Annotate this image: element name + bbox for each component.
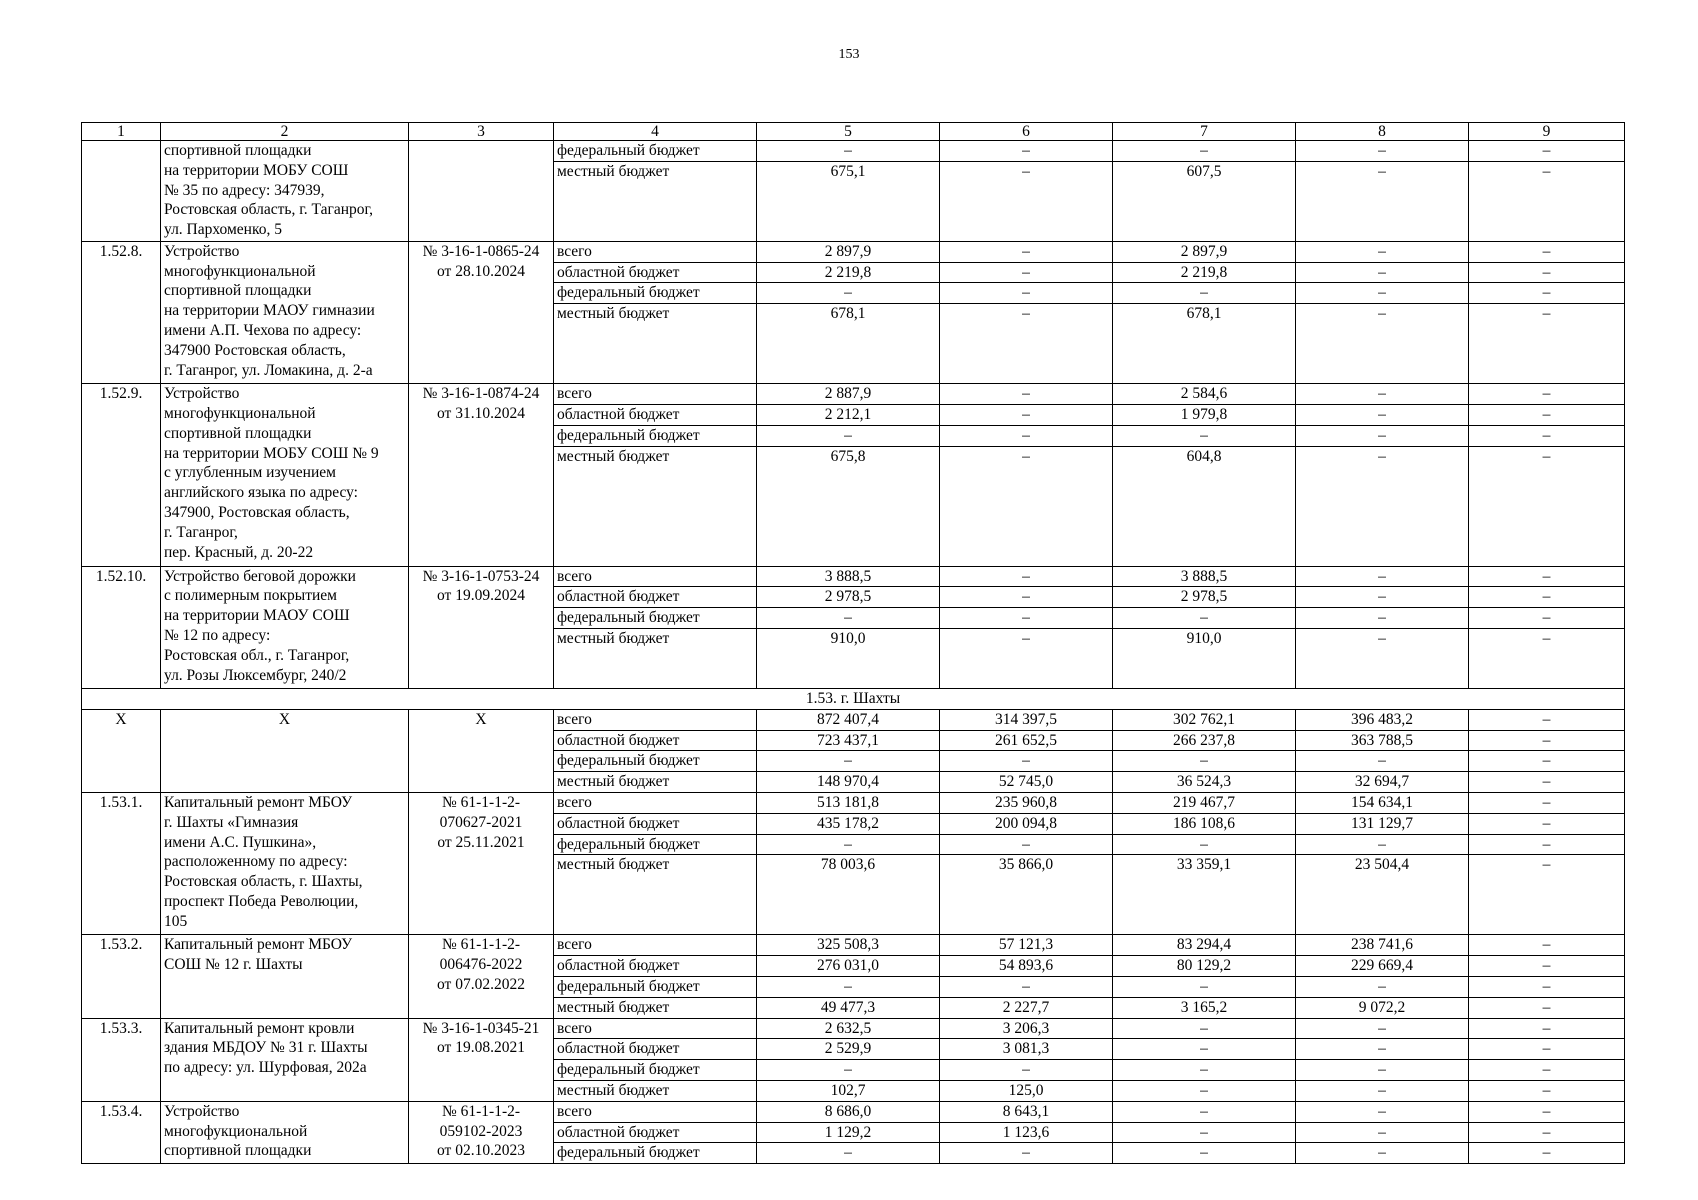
table-cell: 9 072,2 xyxy=(1296,997,1469,1018)
table-cell: 52 745,0 xyxy=(940,772,1113,793)
table-cell: 314 397,5 xyxy=(940,709,1113,730)
table-cell: – xyxy=(1469,304,1625,384)
table-cell: 607,5 xyxy=(1113,161,1296,241)
table-cell: 675,1 xyxy=(757,161,940,241)
table-cell: 125,0 xyxy=(940,1080,1113,1101)
table-row xyxy=(82,792,1625,813)
table-cell: – xyxy=(940,834,1113,855)
table-cell: – xyxy=(1113,751,1296,772)
table-cell: 3 165,2 xyxy=(1113,997,1296,1018)
table-cell: – xyxy=(1469,997,1625,1018)
table-cell: 219 467,7 xyxy=(1113,792,1296,813)
table-cell: – xyxy=(757,608,940,629)
table-cell: – xyxy=(1113,834,1296,855)
table-cell: 1.52.10. xyxy=(82,566,161,688)
table-cell: – xyxy=(940,446,1113,566)
table-cell: – xyxy=(1296,1080,1469,1101)
table-cell: – xyxy=(1469,628,1625,688)
table-cell: № 61-1-1-2- 070627-2021 от 25.11.2021 xyxy=(409,792,554,934)
table-cell: – xyxy=(1296,1039,1469,1060)
table-cell: 186 108,6 xyxy=(1113,813,1296,834)
table-cell: местный бюджет xyxy=(554,446,757,566)
table-cell: федеральный бюджет xyxy=(554,283,757,304)
table-cell: – xyxy=(940,404,1113,425)
table-cell: местный бюджет xyxy=(554,304,757,384)
table-cell: 396 483,2 xyxy=(1296,709,1469,730)
budget-table xyxy=(81,122,1625,1164)
table-cell: областной бюджет xyxy=(554,404,757,425)
table-cell: федеральный бюджет xyxy=(554,1143,757,1164)
table-cell: 32 694,7 xyxy=(1296,772,1469,793)
table-row xyxy=(82,1018,1625,1039)
column-header: 1 xyxy=(82,123,161,141)
table-cell: – xyxy=(1296,834,1469,855)
table-cell: – xyxy=(1469,1080,1625,1101)
table-cell: федеральный бюджет xyxy=(554,976,757,997)
table-cell: № 61-1-1-2- 006476-2022 от 07.02.2022 xyxy=(409,935,554,1018)
table-cell: 513 181,8 xyxy=(757,792,940,813)
table-cell: – xyxy=(1113,1060,1296,1081)
table-cell: – xyxy=(1469,608,1625,629)
table-cell: – xyxy=(1469,772,1625,793)
table-cell: 80 129,2 xyxy=(1113,956,1296,977)
table-cell: – xyxy=(1469,1039,1625,1060)
table-cell: областной бюджет xyxy=(554,813,757,834)
table-cell: № 3-16-1-0753-24 от 19.09.2024 xyxy=(409,566,554,688)
table-cell: – xyxy=(1469,566,1625,587)
table-cell: № 3-16-1-0874-24 от 31.10.2024 xyxy=(409,384,554,566)
table-cell: – xyxy=(940,304,1113,384)
table-cell: 1.53.4. xyxy=(82,1101,161,1163)
table-cell: – xyxy=(757,283,940,304)
table-cell: – xyxy=(940,161,1113,241)
table-cell: – xyxy=(1469,161,1625,241)
table-cell: – xyxy=(757,425,940,446)
table-cell: 2 978,5 xyxy=(757,587,940,608)
table-row xyxy=(82,1101,1625,1122)
table-cell: – xyxy=(940,976,1113,997)
table-cell: – xyxy=(1469,587,1625,608)
table-cell: 872 407,4 xyxy=(757,709,940,730)
table-cell: – xyxy=(1113,425,1296,446)
table-cell: всего xyxy=(554,1101,757,1122)
table-cell: 1.53.3. xyxy=(82,1018,161,1101)
table-cell: 238 741,6 xyxy=(1296,935,1469,956)
table-cell: – xyxy=(1296,141,1469,162)
table-cell: Х xyxy=(82,709,161,792)
table-cell: – xyxy=(1296,1018,1469,1039)
table-cell: 102,7 xyxy=(757,1080,940,1101)
table-row xyxy=(82,241,1625,262)
table-cell: 131 129,7 xyxy=(1296,813,1469,834)
table-cell: – xyxy=(940,141,1113,162)
table-cell: – xyxy=(1296,566,1469,587)
table-cell: – xyxy=(757,1060,940,1081)
table-cell: – xyxy=(940,628,1113,688)
table-cell: 675,8 xyxy=(757,446,940,566)
table-cell: – xyxy=(1469,813,1625,834)
table-cell: – xyxy=(757,834,940,855)
table-cell: 2 887,9 xyxy=(757,384,940,405)
table-row xyxy=(82,141,1625,162)
table-cell: областной бюджет xyxy=(554,1122,757,1143)
table-cell: – xyxy=(940,384,1113,405)
page-number: 153 xyxy=(838,47,860,62)
table-cell: областной бюджет xyxy=(554,587,757,608)
table-cell: 363 788,5 xyxy=(1296,730,1469,751)
table-cell: – xyxy=(1469,730,1625,751)
table-cell: федеральный бюджет xyxy=(554,425,757,446)
table-cell: 78 003,6 xyxy=(757,855,940,935)
table-cell: 3 888,5 xyxy=(1113,566,1296,587)
table-cell: 1 979,8 xyxy=(1113,404,1296,425)
table-cell: 2 978,5 xyxy=(1113,587,1296,608)
table-cell: – xyxy=(940,1143,1113,1164)
table-cell: Устройство многофункциональной спортивной площадки на территории МОБУ СОШ № 9 с углубленным изучением английского языка по адресу: 347900, Ростовская область, г. Таганрог, пер. Красный, д. 20-22 xyxy=(161,384,409,566)
table-cell: федеральный бюджет xyxy=(554,751,757,772)
table-cell: – xyxy=(1469,141,1625,162)
table-cell: всего xyxy=(554,241,757,262)
table-cell: местный бюджет xyxy=(554,997,757,1018)
table-cell: № 61-1-1-2- 059102-2023 от 02.10.2023 xyxy=(409,1101,554,1163)
table-cell: местный бюджет xyxy=(554,1080,757,1101)
table-cell: областной бюджет xyxy=(554,956,757,977)
table-cell: Капитальный ремонт МБОУ СОШ № 12 г. Шахты xyxy=(161,935,409,1018)
table-cell: – xyxy=(757,976,940,997)
table-cell: 3 206,3 xyxy=(940,1018,1113,1039)
table-cell: 2 219,8 xyxy=(757,262,940,283)
table-cell: 200 094,8 xyxy=(940,813,1113,834)
table-cell: областной бюджет xyxy=(554,1039,757,1060)
table-cell: № 3-16-1-0865-24 от 28.10.2024 xyxy=(409,241,554,383)
column-header: 5 xyxy=(757,123,940,141)
table-cell: Устройство многофункциональной спортивной площадки на территории МАОУ гимназии имени А.П. Чехова по адресу: 347900 Ростовская область, г. Таганрог, ул. Ломакина, д. 2-а xyxy=(161,241,409,383)
table-cell: – xyxy=(1469,283,1625,304)
table-cell: – xyxy=(1469,792,1625,813)
table-cell: 276 031,0 xyxy=(757,956,940,977)
table-cell: 229 669,4 xyxy=(1296,956,1469,977)
table-cell: всего xyxy=(554,384,757,405)
table-cell: 8 643,1 xyxy=(940,1101,1113,1122)
table-cell: – xyxy=(940,566,1113,587)
table-cell: всего xyxy=(554,709,757,730)
column-header: 4 xyxy=(554,123,757,141)
column-header: 9 xyxy=(1469,123,1625,141)
table-cell: Х xyxy=(161,709,409,792)
table-cell: – xyxy=(1113,141,1296,162)
table-cell: 2 897,9 xyxy=(1113,241,1296,262)
column-header: 3 xyxy=(409,123,554,141)
table-cell: 2 212,1 xyxy=(757,404,940,425)
table-cell: – xyxy=(1469,262,1625,283)
table-cell: – xyxy=(1296,262,1469,283)
table-cell: – xyxy=(1469,404,1625,425)
table-cell: № 3-16-1-0345-21 от 19.08.2021 xyxy=(409,1018,554,1101)
table-cell: 910,0 xyxy=(757,628,940,688)
table-cell: – xyxy=(1469,855,1625,935)
table-cell: всего xyxy=(554,935,757,956)
table-cell: всего xyxy=(554,792,757,813)
table-cell: 678,1 xyxy=(1113,304,1296,384)
table-cell: 3 081,3 xyxy=(940,1039,1113,1060)
table-cell: – xyxy=(1469,241,1625,262)
section-title: 1.53. г. Шахты xyxy=(82,688,1625,709)
table-cell: 325 508,3 xyxy=(757,935,940,956)
column-header: 8 xyxy=(1296,123,1469,141)
table-cell: – xyxy=(940,1060,1113,1081)
table-cell: – xyxy=(1113,283,1296,304)
table-cell: 604,8 xyxy=(1113,446,1296,566)
table-cell: – xyxy=(1469,1122,1625,1143)
section-row xyxy=(82,688,1625,709)
table-cell: областной бюджет xyxy=(554,730,757,751)
table-cell: местный бюджет xyxy=(554,772,757,793)
table-cell: областной бюджет xyxy=(554,262,757,283)
table-cell: – xyxy=(1296,241,1469,262)
table-cell: 2 632,5 xyxy=(757,1018,940,1039)
column-header: 7 xyxy=(1113,123,1296,141)
table-cell: 57 121,3 xyxy=(940,935,1113,956)
table-cell: 23 504,4 xyxy=(1296,855,1469,935)
table-cell: – xyxy=(1469,834,1625,855)
table-cell: – xyxy=(1113,608,1296,629)
table-cell: 148 970,4 xyxy=(757,772,940,793)
table-cell: – xyxy=(1469,709,1625,730)
table-cell: 36 524,3 xyxy=(1113,772,1296,793)
table-cell: – xyxy=(757,1143,940,1164)
table-cell: местный бюджет xyxy=(554,161,757,241)
table-cell: всего xyxy=(554,1018,757,1039)
table-cell: – xyxy=(1469,425,1625,446)
table-cell: Капитальный ремонт кровли здания МБДОУ № 31 г. Шахты по адресу: ул. Шурфовая, 202а xyxy=(161,1018,409,1101)
table-cell: – xyxy=(1469,1101,1625,1122)
table-cell: – xyxy=(1469,935,1625,956)
table-cell: – xyxy=(1296,384,1469,405)
table-cell: – xyxy=(1296,751,1469,772)
table-cell: – xyxy=(1469,1018,1625,1039)
table-cell: 154 634,1 xyxy=(1296,792,1469,813)
table-row xyxy=(82,384,1625,405)
table-cell: 35 866,0 xyxy=(940,855,1113,935)
table-cell: 1 129,2 xyxy=(757,1122,940,1143)
table-cell: 2 897,9 xyxy=(757,241,940,262)
table-cell: – xyxy=(1296,1122,1469,1143)
table-cell: – xyxy=(1113,976,1296,997)
table-cell: всего xyxy=(554,566,757,587)
table-cell: – xyxy=(757,141,940,162)
table-cell: 54 893,6 xyxy=(940,956,1113,977)
table-cell: – xyxy=(940,425,1113,446)
table-cell: – xyxy=(1296,161,1469,241)
column-header: 6 xyxy=(940,123,1113,141)
table-cell: 1 123,6 xyxy=(940,1122,1113,1143)
table-cell: 910,0 xyxy=(1113,628,1296,688)
table-row xyxy=(82,935,1625,956)
table-row xyxy=(82,566,1625,587)
table-cell: – xyxy=(1296,1143,1469,1164)
table-cell: – xyxy=(1296,446,1469,566)
table-cell: – xyxy=(1296,425,1469,446)
header-row xyxy=(82,123,1625,141)
table-cell: – xyxy=(1469,956,1625,977)
table-cell xyxy=(82,141,161,242)
table-cell: – xyxy=(1469,446,1625,566)
table-cell: 678,1 xyxy=(757,304,940,384)
table-cell: – xyxy=(1296,976,1469,997)
table-cell: Устройство беговой дорожки с полимерным покрытием на территории МАОУ СОШ № 12 по адресу: Ростовская обл., г. Таганрог, ул. Розы Люксембург, 240/2 xyxy=(161,566,409,688)
table-cell: – xyxy=(1469,1060,1625,1081)
table-cell: 1.53.2. xyxy=(82,935,161,1018)
table-row xyxy=(82,709,1625,730)
table-cell: – xyxy=(1469,976,1625,997)
table-cell: 723 437,1 xyxy=(757,730,940,751)
table-cell: – xyxy=(1296,304,1469,384)
table-cell: местный бюджет xyxy=(554,628,757,688)
table-cell: 2 584,6 xyxy=(1113,384,1296,405)
table-cell: 266 237,8 xyxy=(1113,730,1296,751)
table-cell: 1.52.9. xyxy=(82,384,161,566)
table-cell: – xyxy=(757,751,940,772)
table-cell: – xyxy=(1296,628,1469,688)
table-cell: федеральный бюджет xyxy=(554,834,757,855)
table-cell: федеральный бюджет xyxy=(554,141,757,162)
table-cell: 1.52.8. xyxy=(82,241,161,383)
table-cell: 8 686,0 xyxy=(757,1101,940,1122)
table-cell: – xyxy=(940,751,1113,772)
table-cell: Х xyxy=(409,709,554,792)
table-cell: – xyxy=(940,262,1113,283)
table-cell: – xyxy=(940,283,1113,304)
table-cell: – xyxy=(1113,1039,1296,1060)
table-body xyxy=(82,123,1625,1164)
table-cell: – xyxy=(1469,384,1625,405)
table-cell: спортивной площадки на территории МОБУ СОШ № 35 по адресу: 347939, Ростовская область, г. Таганрог, ул. Пархоменко, 5 xyxy=(161,141,409,242)
table-cell: – xyxy=(1113,1080,1296,1101)
table-cell: федеральный бюджет xyxy=(554,1060,757,1081)
table-cell: 235 960,8 xyxy=(940,792,1113,813)
table-cell: – xyxy=(1296,1060,1469,1081)
table-cell: – xyxy=(940,608,1113,629)
table-cell: – xyxy=(1296,1101,1469,1122)
table-cell: – xyxy=(1296,608,1469,629)
table-cell: – xyxy=(1469,751,1625,772)
table-cell: 83 294,4 xyxy=(1113,935,1296,956)
table-cell: – xyxy=(940,587,1113,608)
table-cell: федеральный бюджет xyxy=(554,608,757,629)
table-cell: Капитальный ремонт МБОУ г. Шахты «Гимназия имени А.С. Пушкина», расположенному по адресу: Ростовская область, г. Шахты, проспект Победа Революции, 105 xyxy=(161,792,409,934)
table-cell: 2 227,7 xyxy=(940,997,1113,1018)
table-cell: местный бюджет xyxy=(554,855,757,935)
table-cell: – xyxy=(1296,283,1469,304)
table-cell: – xyxy=(1469,1143,1625,1164)
table-cell: 302 762,1 xyxy=(1113,709,1296,730)
table-cell: – xyxy=(940,241,1113,262)
table-cell: – xyxy=(1296,404,1469,425)
table-cell: 49 477,3 xyxy=(757,997,940,1018)
table-cell: 435 178,2 xyxy=(757,813,940,834)
table-cell: 2 529,9 xyxy=(757,1039,940,1060)
table-cell: 261 652,5 xyxy=(940,730,1113,751)
table-cell: Устройство многофукциональной спортивной площадки xyxy=(161,1101,409,1163)
table-cell: – xyxy=(1113,1122,1296,1143)
table-cell: 3 888,5 xyxy=(757,566,940,587)
table-cell: 33 359,1 xyxy=(1113,855,1296,935)
table-cell: – xyxy=(1113,1143,1296,1164)
table-cell: – xyxy=(1113,1101,1296,1122)
column-header: 2 xyxy=(161,123,409,141)
table-cell: 2 219,8 xyxy=(1113,262,1296,283)
table-cell xyxy=(409,141,554,242)
table-cell: 1.53.1. xyxy=(82,792,161,934)
table-cell: – xyxy=(1113,1018,1296,1039)
table-cell: – xyxy=(1296,587,1469,608)
